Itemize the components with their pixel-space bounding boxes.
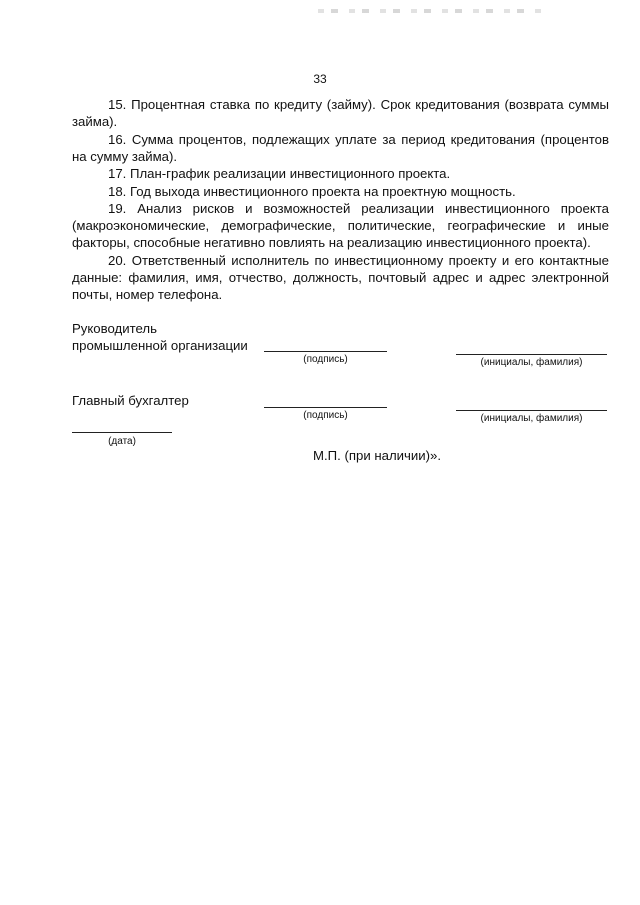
accountant-signature-line [264, 407, 387, 408]
list-item-16: 16. Сумма процентов, подлежащих уплате за период кредитования (процентов на сумму займа). [72, 131, 609, 164]
date-line [72, 432, 172, 433]
list-item-19: 19. Анализ рисков и возможностей реализации инвестиционного проекта (макроэкономические, демографические, политические, географические и иные факторы, способные негативно повлиять на реализацию инвестиционного проекта). [72, 201, 609, 250]
list-item-17: 17. План-график реализации инвестиционного проекта. [108, 166, 451, 181]
accountant-name-caption: (инициалы, фамилия) [480, 413, 583, 424]
head-signature-line [264, 351, 387, 352]
accountant-name-line [456, 410, 607, 411]
list-body [72, 96, 609, 303]
date-caption: (дата) [108, 436, 136, 447]
accountant-label: Главный бухгалтер [72, 393, 189, 408]
list-item-15: 15. Процентная ставка по кредиту (займу). Срок кредитования (возврата суммы займа). [72, 97, 609, 129]
head-name-caption: (инициалы, фамилия) [480, 357, 583, 368]
scan-artifact [318, 9, 548, 13]
page-number: 33 [313, 72, 327, 86]
stamp-placeholder: М.П. (при наличии)». [313, 448, 442, 463]
head-name-line [456, 354, 607, 355]
head-label-line2: промышленной организации [72, 338, 248, 353]
list-item-20: 20. Ответственный исполнитель по инвестиционному проекту и его контактные данные: фамилия, имя, отчество, должность, почтовый адрес и адрес электронной почты, номер телефона. [72, 252, 609, 302]
head-signature-caption: (подпись) [303, 354, 348, 365]
list-item-18: 18. Год выхода инвестиционного проекта на проектную мощность. [108, 183, 516, 199]
accountant-signature-caption: (подпись) [303, 410, 348, 421]
head-label-line1: Руководитель [72, 321, 157, 336]
